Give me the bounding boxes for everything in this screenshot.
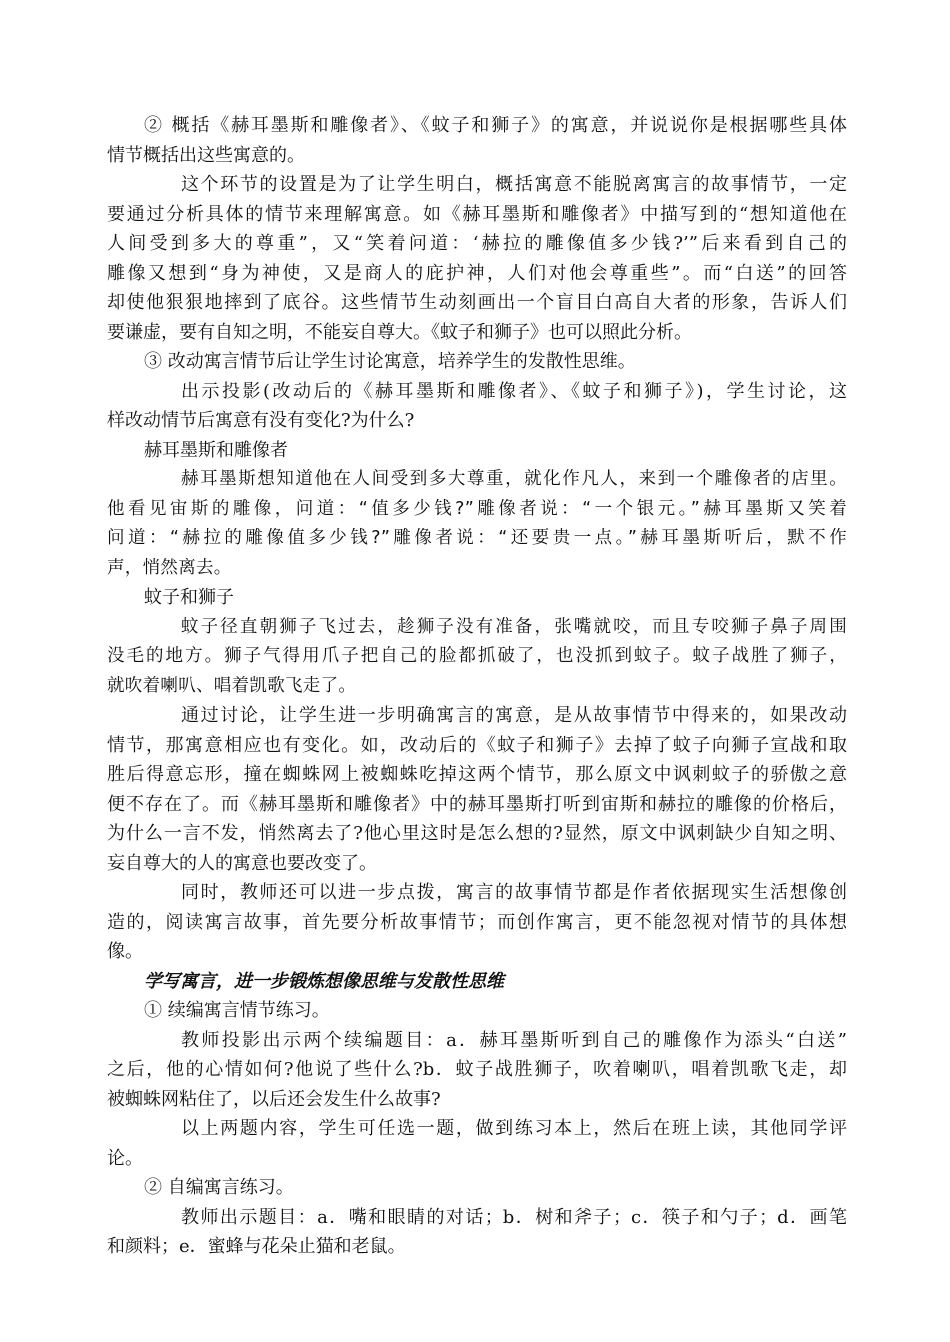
text-line: 情节概括出这些寓意的。 [107, 144, 305, 166]
text-line: 造的，阅读寓言故事，首先要分析故事情节；而创作寓言，更不能忽视对情节的具体想 [107, 911, 847, 933]
text-line: 蚊子径直朝狮子飞过去，趁狮子没有准备，张嘴就咬，而且专咬狮子鼻子周围 [181, 616, 847, 637]
document-body [107, 111, 847, 1262]
text-line: 被蜘蛛网粘住了，以后还会发生什么故事? [107, 1088, 441, 1110]
text-line: 教师投影出示两个续编题目：a．赫耳墨斯听到自己的雕像作为添头“白送” [181, 1029, 847, 1051]
text-line: ② 自编寓言练习。 [144, 1177, 294, 1198]
text-line: ③ 改动寓言情节后让学生讨论寓意，培养学生的发散性思维。 [144, 351, 636, 372]
text-line: 同时，教师还可以进一步点拨，寓言的故事情节都是作者依据现实生活想像创 [181, 882, 847, 903]
text-line: 他看见宙斯的雕像，问道：“值多少钱?”雕像者说：“一个银元。”赫耳墨斯又笑着 [107, 498, 847, 519]
text-line: 教师出示题目：a．嘴和眼睛的对话；b．树和斧子；c．筷子和勺子；d．画笔 [181, 1206, 847, 1228]
text-line: 样改动情节后寓意有没有变化?为什么? [107, 410, 415, 431]
text-line: 要通过分析具体的情节来理解寓意。如《赫耳墨斯和雕像者》中描写到的“想知道他在 [107, 203, 847, 225]
text-line: 却使他狠狠地摔到了底谷。这些情节生动刻画出一个盲目白高自大者的形象，告诉人们 [107, 292, 847, 313]
text-line: 人间受到多大的尊重”，又“笑着问道：‘赫拉的雕像值多少钱?’”后来看到自己的 [107, 233, 847, 254]
text-line: 没毛的地方。狮子气得用爪子把自己的脸都抓破了，也没抓到蚊子。蚊子战胜了狮子， [107, 646, 847, 666]
text-line: 出示投影(改动后的《赫耳墨斯和雕像者》、《蚊子和狮子》)，学生讨论，这 [181, 380, 847, 402]
text-line: 情节，那寓意相应也有变化。如，改动后的《蚊子和狮子》去掉了蚊子向狮子宣战和取 [107, 734, 847, 756]
text-line: 以上两题内容，学生可任选一题，做到练习本上，然后在班上读，其他同学评 [181, 1118, 847, 1139]
text-line: 通过讨论，让学生进一步明确寓言的寓意，是从故事情节中得来的，如果改动 [181, 705, 847, 726]
text-line: 和颜料；e．蜜蜂与花朵止猫和老鼠。 [107, 1236, 406, 1257]
text-line: ② 概括《赫耳墨斯和雕像者》、《蚊子和狮子》的寓意，并说说你是根据哪些具体 [144, 115, 847, 136]
text-line: 雕像又想到“身为神使，又是商人的庇护神，人们对他会尊重些”。而“白送”的回答 [107, 262, 847, 284]
text-line: 赫耳墨斯想知道他在人间受到多大尊重，就化作凡人，来到一个雕像者的店里。 [181, 469, 847, 489]
text-line: 像。 [107, 941, 143, 962]
text-line: 为什么一言不发，悄然离去了?他心里这时是怎么想的?显然，原文中讽刺缺少自知之明、 [107, 823, 847, 844]
text-line: 这个环节的设置是为了让学生明白，概括寓意不能脱离寓言的故事情节，一定 [181, 174, 847, 195]
text-line: ① 续编寓言情节练习。 [144, 1000, 330, 1021]
text-line: 论。 [107, 1147, 143, 1169]
text-line: 问道：“赫拉的雕像值多少钱?”雕像者说：“还要贵一点。”赫耳墨斯听后，默不作 [107, 528, 847, 548]
text-line: 妄自尊大的人的寓意也要改变了。 [107, 852, 377, 874]
text-line: 之后，他的心情如何?他说了些什么?b．蚊子战胜狮子，吹着喇叭，唱着凯歌飞走，却 [107, 1059, 847, 1080]
text-line: 蚊子和狮子 [144, 587, 234, 608]
text-line: 胜后得意忘形，撞在蜘蛛网上被蜘蛛吃掉这两个情节，那么原文中讽刺蚊子的骄傲之意 [107, 764, 847, 785]
text-line: 赫耳墨斯和雕像者 [144, 439, 288, 461]
text-line: 要谦虚，要有自知之明，不能妄自尊大。《蚊子和狮子》也可以照此分析。 [107, 321, 692, 343]
text-line: 便不存在了。而《赫耳墨斯和雕像者》中的赫耳墨斯打听到宙斯和赫拉的雕像的价格后， [107, 793, 847, 815]
text-line: 声，悄然离去。 [107, 557, 232, 578]
text-line: 就吹着喇叭、唱着凯歌飞走了。 [107, 675, 357, 696]
section-heading: 学写寓言，进一步锻炼想像思维与发散性思维 [144, 970, 504, 992]
